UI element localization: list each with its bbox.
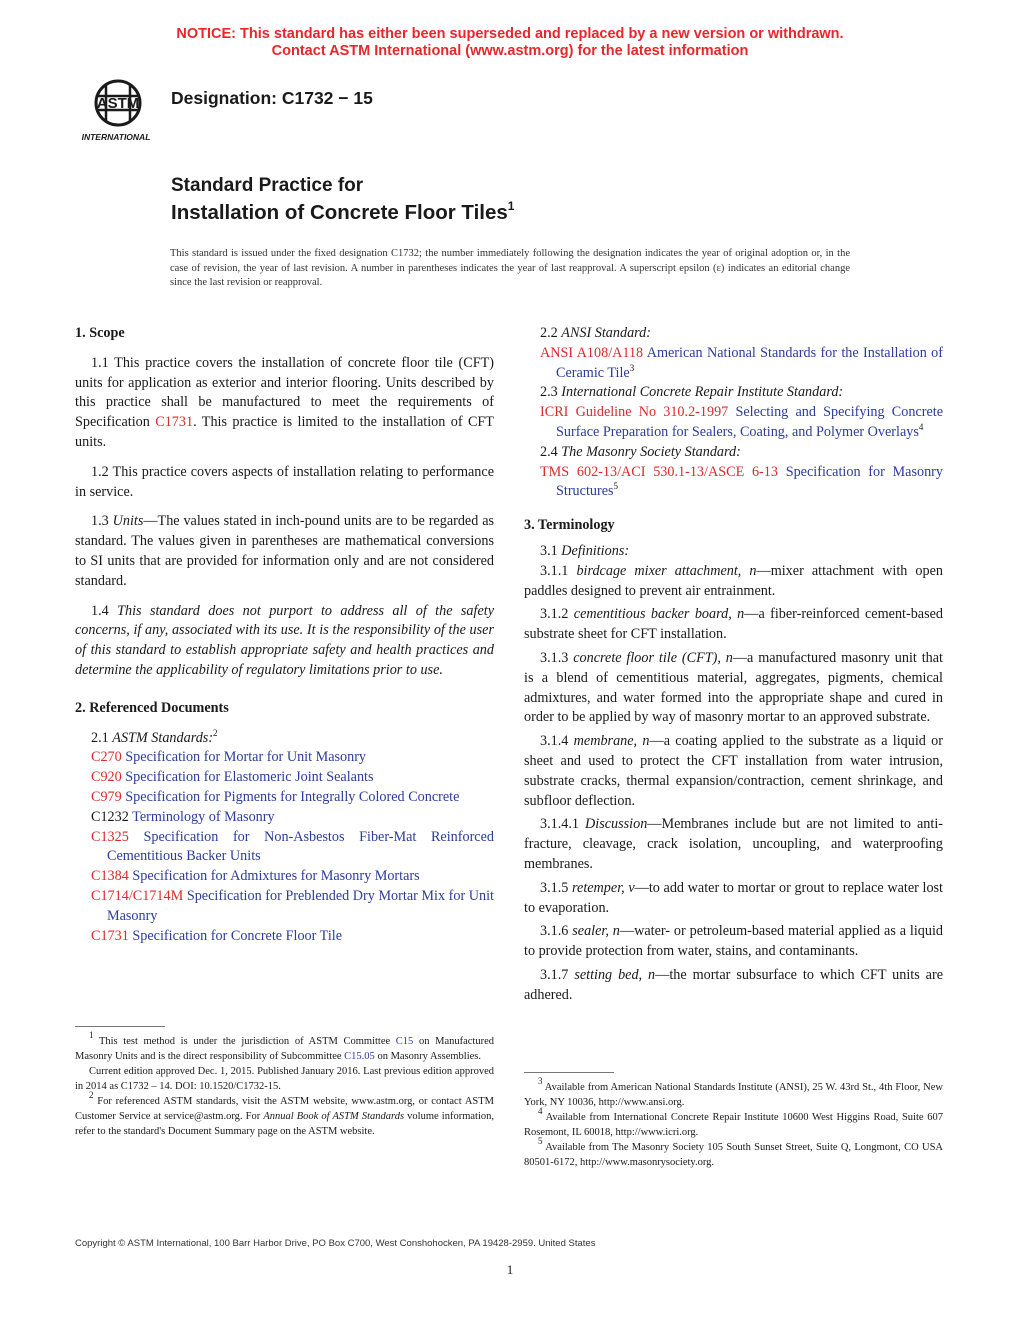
ref-title[interactable]: Specification for Admixtures for Masonry Mortars (132, 868, 420, 885)
ref-code[interactable]: C1232 (91, 808, 129, 825)
footnote-2-text-a: For referenced ASTM standards, visit the ASTM website, www.astm.org, or contact ASTM Customer Service at service@astm.org. For (75, 1096, 494, 1122)
logo-international: INTERNATIONAL (81, 132, 151, 142)
title-line-1: Standard Practice for (171, 175, 364, 196)
logo-letters: ASTM (96, 95, 140, 112)
ref-code[interactable]: C979 (91, 788, 122, 805)
definition-item (524, 922, 943, 962)
footnote-2-em: Annual Book of ASTM Standards (263, 1111, 405, 1122)
footnote-1-text-a: This test method is under the jurisdiction of ASTM Committee (93, 1036, 396, 1047)
section-2-1-sup: 2 (213, 727, 218, 738)
definition-term: membrane, n (573, 733, 650, 750)
section-3-1-title: Definitions: (561, 542, 630, 559)
definition-item (524, 649, 943, 728)
section-2-3-num: 2.3 (540, 384, 562, 401)
definition-num: 3.1.4.1 (540, 816, 586, 833)
section-2-3-label (524, 383, 943, 403)
definition-num: 3.1.6 (540, 923, 573, 940)
section-1-3-text: —The values stated in inch-pound units are to be regarded as standard. The values given in parentheses are mathematical conversions to SI units that are provided for information only and are not considered standard. (75, 513, 495, 589)
page-number: 1 (506, 1262, 514, 1277)
footnote-1-mark: 1 (89, 1030, 94, 1040)
ref-title[interactable]: Specification for Pigments for Integrally Colored Concrete (125, 788, 460, 805)
section-1-1-text-a: 1.1 This practice covers the installation of concrete floor tile (CFT) units for application as exterior and interior flooring. Units described by this practice shall be manufactured to meet the requirements of Specification (75, 354, 494, 431)
section-1-1 (75, 354, 494, 453)
section-1-4-text: This standard does not purport to address all of the safety concerns, if any, associated with its use. It is the responsibility of the user of this standard to establish appropriate safety and health practices and determine the applicability of regulatory limitations prior to use. (75, 602, 494, 678)
ref-item[interactable] (75, 768, 494, 788)
ref-title[interactable]: Specification for Preblended Dry Mortar Mix for Unit Masonry (107, 887, 494, 924)
footnote-3-mark: 3 (538, 1076, 543, 1086)
ref-ansi-code[interactable]: ANSI A108/A118 (540, 344, 644, 361)
footnote-1-text-b: on Manufactured Masonry Units and is the direct responsibility of Subcommittee (75, 1036, 495, 1062)
definitions-list (524, 562, 943, 1006)
definition-def: —to add water to mortar or grout to replace water lost to evaporation. (524, 879, 944, 916)
section-1-3-num: 1.3 (91, 513, 113, 530)
link-c15-05[interactable]: C15.05 (344, 1051, 375, 1062)
section-2-1-num: 2.1 (91, 729, 113, 746)
footnote-1 (75, 1030, 495, 1064)
ref-item[interactable] (75, 748, 494, 768)
definition-def: —the mortar subsurface to which CFT units are adhered. (524, 966, 943, 1003)
ref-icri-code[interactable]: ICRI Guideline No 310.2-1997 (540, 404, 729, 421)
definition-def: —a coating applied to the substrate as a liquid or sheet and used to protect the CFT installation from water intrusion, substrate cracks, thermal expansion/contraction, cement shrinkage, and subfloor deflection. (524, 733, 944, 809)
ref-title[interactable]: Specification for Elastomeric Joint Sealants (125, 769, 374, 786)
ref-tms-sup: 5 (613, 481, 619, 492)
definition-num: 3.1.4 (540, 733, 574, 750)
ref-item[interactable] (75, 788, 494, 808)
section-1-2: 1.2 This practice covers aspects of installation relating to performance in service. (75, 463, 494, 500)
astm-logo-mark (72, 76, 162, 144)
definition-item (524, 732, 943, 811)
ref-code[interactable]: C1731 (91, 927, 129, 944)
ref-code[interactable]: C920 (91, 769, 122, 786)
footnote-5 (524, 1136, 943, 1170)
ref-code[interactable]: C1714/C1714M (91, 887, 184, 904)
definition-def: —mixer attachment with open paddles designed to prevent air entrainment. (524, 562, 944, 599)
definition-item (524, 605, 943, 645)
right-column (524, 324, 943, 1010)
ref-tms-title[interactable]: Specification for Masonry Structures (556, 463, 943, 500)
ref-code[interactable]: C1325 (91, 828, 129, 845)
definition-num: 3.1.2 (540, 606, 574, 623)
definition-num: 3.1.3 (540, 649, 574, 666)
issuance-note: This standard is issued under the fixed designation C1732; the number immediately following the designation indicates the year of original adoption or, in the case of revision, the year of last revision. A number in parentheses indicates the year of last reapproval. A superscript epsilon (ε) indicates an editorial change since the last revision or reapproval. (170, 248, 850, 288)
section-1-4-num: 1.4 (91, 602, 118, 619)
footnote-1-text-c: on Masonry Assemblies. (374, 1051, 481, 1062)
right-footnote-rule (524, 1072, 614, 1073)
footnote-4 (524, 1106, 943, 1140)
definition-term: cementitious backer board, n (573, 606, 745, 623)
section-2-4-label (524, 443, 943, 463)
ref-icri-title[interactable]: Selecting and Specifying Concrete Surface Preparation for Sealers, Coating, and Polymer Overlays (556, 404, 943, 440)
supersede-notice (0, 26, 1020, 60)
footnote-2-mark: 2 (89, 1090, 94, 1100)
section-2-4-num: 2.4 (540, 443, 562, 460)
definition-num: 3.1.5 (540, 879, 573, 896)
definition-def: —a fiber-reinforced cement-based substrate sheet for CFT installation. (524, 606, 944, 643)
left-footnotes (75, 1030, 495, 1139)
definition-item (524, 966, 943, 1006)
section-1-heading: 1. Scope (75, 325, 125, 341)
definition-num: 3.1.1 (540, 562, 577, 579)
definition-term: retemper, v (572, 879, 635, 896)
ref-code[interactable]: C1384 (91, 868, 129, 885)
section-1-3 (75, 512, 494, 591)
ref-tms[interactable] (524, 463, 943, 503)
ref-tms-code[interactable]: TMS 602-13/ACI 530.1-13/ASCE 6-13 (540, 463, 778, 480)
footnote-5-mark: 5 (538, 1136, 543, 1146)
title-line-2 (171, 199, 514, 225)
right-footnotes (524, 1076, 943, 1170)
definition-def: —Membranes include but are not limited to anti-fracture, cleavage, crack isolation, uncoupling, and waterproofing membranes. (524, 816, 943, 872)
ref-item[interactable] (75, 867, 494, 887)
section-2-heading: 2. Referenced Documents (75, 699, 229, 716)
left-column (75, 324, 494, 946)
astm-logo (72, 76, 162, 144)
footnote-2-text-b: volume information, refer to the standard's Document Summary page on the ASTM website. (75, 1111, 494, 1137)
notice-line-2: Contact ASTM International (www.astm.org) for the latest information (271, 43, 749, 59)
definition-term: concrete floor tile (CFT), n (573, 649, 733, 666)
section-1-3-em: Units (112, 513, 144, 530)
ref-title[interactable]: Terminology of Masonry (132, 808, 275, 825)
ref-ansi[interactable] (524, 344, 943, 384)
footnote-5-text: Available from The Masonry Society 105 South Sunset Street, Suite Q, Longmont, CO USA 80501-6172, http://www.masonrysociety.org. (524, 1142, 943, 1168)
ref-title[interactable]: Specification for Concrete Floor Tile (132, 927, 343, 944)
link-c1731[interactable]: C1731 (155, 414, 194, 431)
ref-icri-sup: 4 (918, 421, 924, 432)
ref-icri[interactable] (524, 403, 943, 443)
footnote-3-text: Available from American National Standards Institute (ANSI), 25 W. 43rd St., 4th Floor, New York, NY 10036, http://www.ansi.org. (524, 1082, 943, 1108)
astm-reference-list (75, 748, 494, 946)
definition-num: 3.1.7 (540, 966, 575, 983)
footnote-3 (524, 1076, 943, 1110)
section-3-heading: 3. Terminology (524, 517, 615, 534)
footnote-4-text: Available from International Concrete Repair Institute 10600 West Higgins Road, Suite 607 Rosemont, IL 60018, http://www.icri.org. (524, 1112, 943, 1138)
definition-term: sealer, n (572, 923, 620, 940)
footnote-2 (75, 1090, 494, 1139)
title-text: Installation of Concrete Floor Tiles (171, 201, 508, 224)
ref-ansi-sup: 3 (629, 362, 635, 373)
definition-item (524, 879, 943, 919)
definition-term: Discussion (585, 816, 648, 833)
section-2-1-title: ASTM Standards: (112, 729, 214, 746)
ref-item[interactable] (75, 927, 494, 947)
section-1-4 (75, 602, 494, 681)
ref-title[interactable]: Specification for Mortar for Unit Masonry (125, 749, 367, 766)
definition-item (524, 562, 943, 602)
section-1-1-text-b: . This practice is limited to the installation of CFT units. (75, 414, 494, 450)
designation: Designation: C1732 − 15 (171, 88, 373, 108)
definition-def: —water- or petroleum-based material applied as a liquid to provide protection from water, stains, and contaminants. (524, 923, 943, 960)
notice-line-1: NOTICE: This standard has either been superseded and replaced by a new version or withdrawn. (176, 26, 844, 42)
section-3-1-num: 3.1 (540, 542, 562, 559)
link-c15[interactable]: C15 (395, 1036, 414, 1047)
title-footnote-mark: 1 (507, 199, 515, 213)
footnote-4-mark: 4 (538, 1106, 543, 1116)
definition-item (524, 815, 943, 874)
copyright-footer: Copyright © ASTM International, 100 Barr Harbor Drive, PO Box C700, West Conshohocken, PA 19428-2959. United States (75, 1238, 596, 1249)
section-2-2-num: 2.2 (540, 325, 562, 341)
section-2-2-label (524, 324, 943, 344)
section-2-2-title: ANSI Standard: (561, 325, 651, 341)
ref-ansi-title[interactable]: American National Standards for the Installation of Ceramic Tile (556, 344, 944, 381)
left-footnote-rule (75, 1026, 165, 1027)
definition-term: setting bed, n (574, 966, 656, 983)
section-3-1-label (524, 542, 943, 562)
ref-code[interactable]: C270 (91, 749, 122, 766)
definition-def: —a manufactured masonry unit that is a blend of cementitious material, aggregates, pigments, chemical admixtures, and water formed into the appropriate shape and cured in order to be applied by way of masonry mortar to an approved substrate. (524, 649, 944, 726)
ref-item[interactable] (75, 808, 494, 828)
ref-item[interactable] (75, 828, 494, 868)
section-2-4-title: The Masonry Society Standard: (561, 443, 741, 460)
definition-term: birdcage mixer attachment, n (576, 562, 757, 579)
ref-title[interactable]: Specification for Non-Asbestos Fiber-Mat Reinforced Cementitious Backer Units (107, 828, 494, 865)
section-2-3-title: International Concrete Repair Institute Standard: (561, 384, 844, 401)
ref-item[interactable] (75, 887, 494, 927)
section-2-1-label (75, 729, 494, 749)
footnote-1-edition: Current edition approved Dec. 1, 2015. Published January 2016. Last previous edition approved in 2014 as C1732 – 14. DOI: 10.1520/C1732-15. (75, 1066, 494, 1092)
